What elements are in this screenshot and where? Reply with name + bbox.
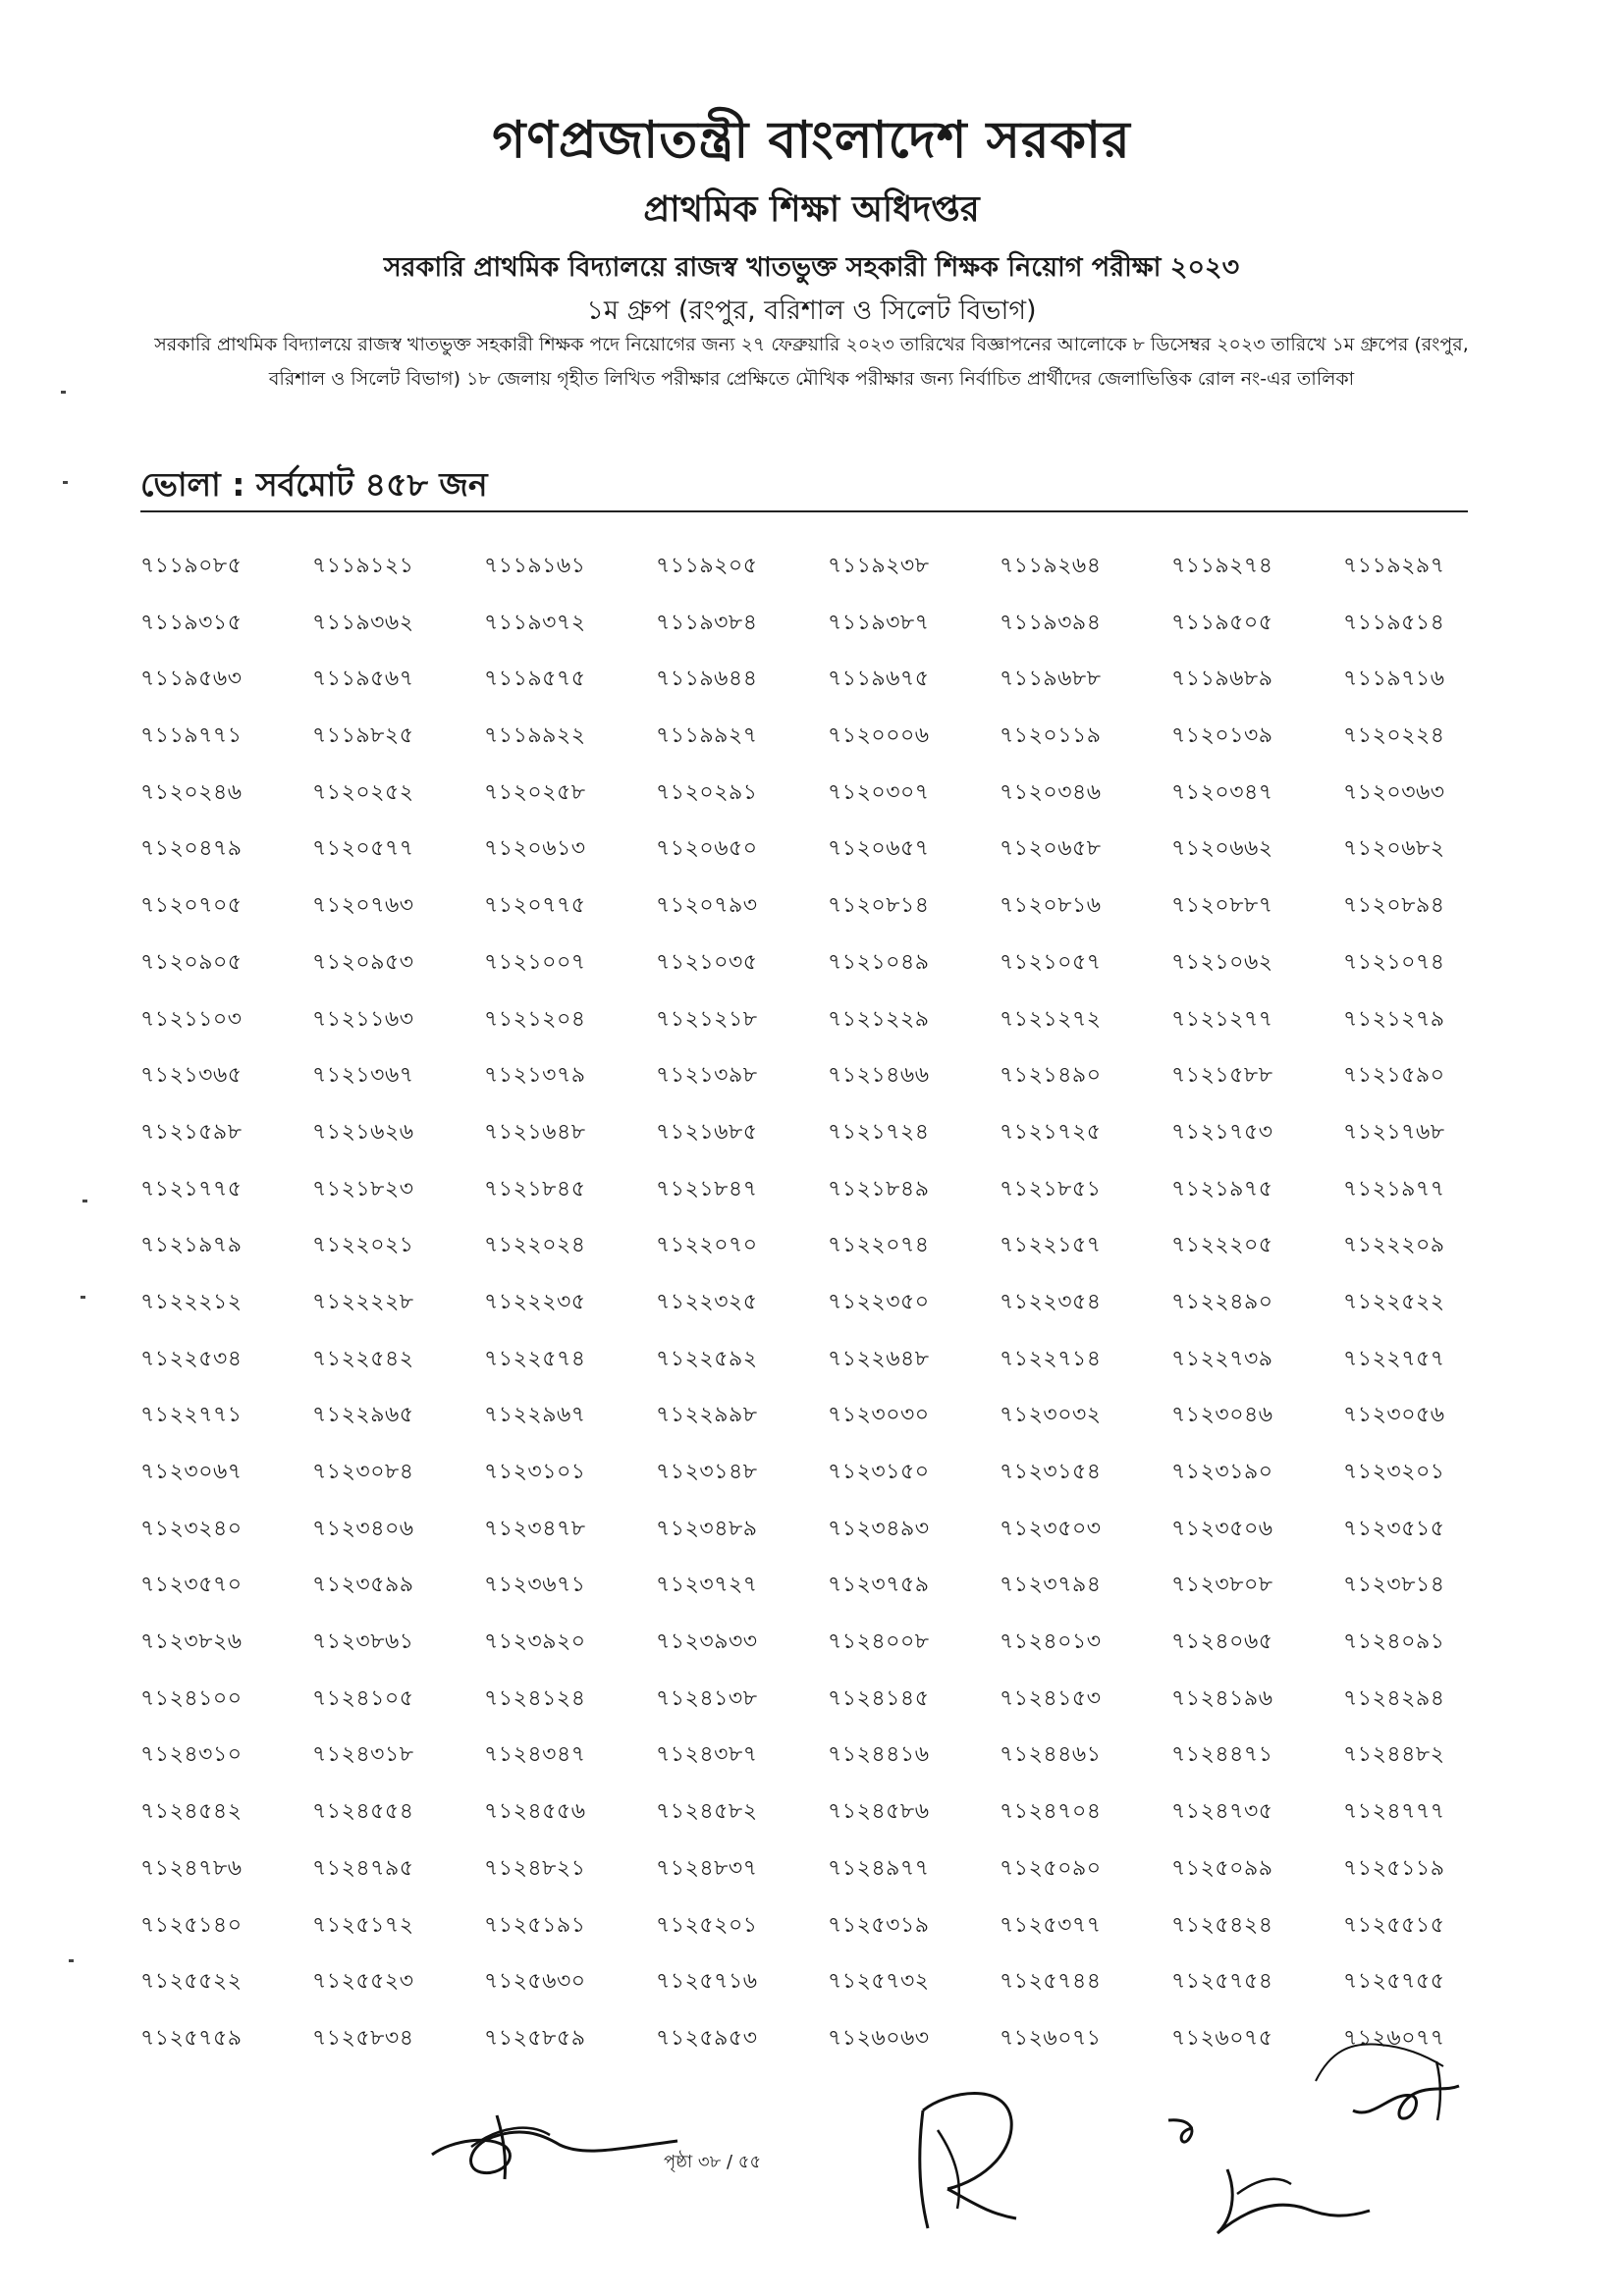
- roll-number: ৭১২৪৩৮৭: [656, 1742, 758, 1768]
- roll-number: ৭১২০৬৫৮: [1000, 836, 1102, 862]
- roll-number: ৭১২২০২৪: [484, 1233, 586, 1258]
- roll-number: ৭১২২৪৯০: [1171, 1289, 1273, 1314]
- roll-number: ৭১২৬০৬৩: [828, 2025, 930, 2051]
- roll-number: ৭১১৯৩৭২: [484, 610, 586, 635]
- roll-number: ৭১২২২৩৫: [484, 1289, 586, 1314]
- roll-number: ৭১২১৪৯০: [1000, 1063, 1102, 1089]
- roll-number: ৭১২০৭০৫: [140, 893, 243, 919]
- roll-number: ৭১২০৮৯৪: [1343, 893, 1445, 919]
- roll-number: ৭১১৯১৬১: [484, 554, 586, 578]
- roll-number: ৭১২১৭৫৩: [1171, 1119, 1273, 1145]
- roll-number: ৭১২৫৫২২: [140, 1969, 243, 1995]
- roll-number: ৭১২৩৫০৩: [1000, 1516, 1102, 1541]
- roll-number: ৭১২৫০৯০: [1000, 1855, 1102, 1881]
- roll-number: ৭১২১৭৬৮: [1343, 1119, 1445, 1145]
- roll-number: ৭১২১২১৮: [656, 1006, 758, 1032]
- roll-number: ৭১২৪১২৪: [484, 1685, 586, 1711]
- roll-number: ৭১২৩১৪৮: [656, 1460, 758, 1484]
- roll-number: ৭১২৩০৪৬: [1171, 1403, 1273, 1428]
- roll-number: ৭১২৩৫৯৯: [312, 1573, 414, 1598]
- roll-number: ৭১২৫১৭২: [312, 1912, 414, 1938]
- roll-number: ৭১২৪৭৭৭: [1343, 1799, 1445, 1825]
- roll-number: ৭১২৫৮৩৪: [312, 2025, 414, 2051]
- roll-number: ৭১১৯৬৭৫: [828, 667, 930, 692]
- roll-number: ৭১২৪০৬৫: [1171, 1629, 1273, 1655]
- roll-number: ৭১২৩৯৩৩: [656, 1629, 758, 1655]
- roll-number: ৭১২০৩৪৭: [1171, 779, 1273, 805]
- roll-number: ৭১২২০৭০: [656, 1233, 758, 1258]
- roll-number: ৭১২০৩৬৩: [1343, 779, 1445, 805]
- department-title: প্রাথমিক শিক্ষা অধিদপ্তর: [643, 188, 980, 230]
- roll-number: ৭১২১০০৭: [484, 949, 586, 975]
- roll-number: ৭১২৫৮৫৯: [484, 2025, 586, 2051]
- roll-number: ৭১২৫৩৭৭: [1000, 1912, 1102, 1938]
- roll-number: ৭১২১৩৭৯: [484, 1063, 586, 1089]
- roll-number: ৭১২৩৪৭৮: [484, 1516, 586, 1541]
- roll-number: ৭১২২৭১৪: [1000, 1346, 1102, 1371]
- roll-number: ৭১২০৫৭৭: [312, 836, 414, 862]
- roll-number: ৭১২৩৭৫৯: [828, 1573, 930, 1598]
- roll-number: ৭১২১২৭৭: [1171, 1006, 1273, 1032]
- roll-number: ৭১২০৭৭৫: [484, 893, 586, 919]
- roll-number: ৭১২৩৪০৬: [312, 1516, 414, 1541]
- roll-number: ৭১১৯২৩৮: [828, 554, 930, 578]
- roll-number: ৭১২০২২৪: [1343, 723, 1445, 749]
- roll-number: ৭১২৪১৪৫: [828, 1685, 930, 1711]
- roll-number: ৭১২০২৪৬: [140, 779, 243, 805]
- roll-number: ৭১১৯২৭৪: [1171, 554, 1273, 578]
- roll-number: ৭১১৯৫৭৫: [484, 667, 586, 692]
- roll-number: ৭১২১১০৩: [140, 1006, 243, 1032]
- roll-number: ৭১২২০২১: [312, 1233, 414, 1258]
- scan-mark: [82, 1200, 87, 1202]
- roll-number: ৭১২২৫৯২: [656, 1346, 758, 1371]
- roll-number: ৭১২২২১২: [140, 1289, 243, 1314]
- roll-number: ৭১১৯৭৭১: [140, 723, 243, 749]
- roll-number: ৭১২৩১৫৪: [1000, 1460, 1102, 1484]
- roll-number: ৭১১৯৩১৫: [140, 610, 243, 635]
- roll-number: ৭১২৩৫০৬: [1171, 1516, 1273, 1541]
- roll-number: ৭১১৯২৯৭: [1343, 554, 1445, 578]
- roll-number: ৭১২৫৯৫৩: [656, 2025, 758, 2051]
- roll-number: ৭১২৪২৯৪: [1343, 1685, 1445, 1711]
- roll-number: ৭১২০২৫৮: [484, 779, 586, 805]
- roll-number: ৭১২৪৭০৪: [1000, 1799, 1102, 1825]
- exam-title: সরকারি প্রাথমিক বিদ্যালয়ে রাজস্ব খাতভুক্ত সহকারী শিক্ষক নিয়োগ পরীক্ষা ২০২৩: [383, 252, 1240, 283]
- roll-number: ৭১২১০৩৫: [656, 949, 758, 975]
- roll-number: ৭১২৩৪৯৩: [828, 1516, 930, 1541]
- roll-number: ৭১১৯৯২৭: [656, 723, 758, 749]
- roll-number: ৭১২৩৫৭০: [140, 1573, 243, 1598]
- roll-number: ৭১২৪৫৮৬: [828, 1799, 930, 1825]
- roll-number: ৭১১৯৬৮৮: [1000, 667, 1102, 692]
- roll-number: ৭১১৯২০৫: [656, 554, 758, 578]
- roll-number: ৭১২১১৬৩: [312, 1006, 414, 1032]
- roll-number: ৭১২০২৫২: [312, 779, 414, 805]
- roll-number: ৭১১৯৫৬৩: [140, 667, 243, 692]
- roll-number: ৭১২৪৮৩৭: [656, 1855, 758, 1881]
- roll-number: ৭১২৪৭৮৬: [140, 1855, 243, 1881]
- roll-number: ৭১২৪৩৪৭: [484, 1742, 586, 1768]
- roll-number: ৭১১৯১২১: [312, 554, 414, 578]
- roll-number: ৭১১৯৩৮৭: [828, 610, 930, 635]
- roll-number: ৭১১৯৫১৪: [1343, 610, 1445, 635]
- roll-number: ৭১২১৯৭৭: [1343, 1176, 1445, 1201]
- roll-number: ৭১২২৬৪৮: [828, 1346, 930, 1371]
- roll-number: ৭১২৫৭৫৫: [1343, 1969, 1445, 1995]
- roll-number: ৭১২০১৩৯: [1171, 723, 1273, 749]
- roll-number: ৭১২৫৫১৫: [1343, 1912, 1445, 1938]
- roll-number: ৭১১৯৫০৫: [1171, 610, 1273, 635]
- roll-number: ৭১২৩৫১৫: [1343, 1516, 1445, 1541]
- roll-number: ৭১২০৩০৭: [828, 779, 930, 805]
- roll-number: ৭১২৩৭৯৪: [1000, 1573, 1102, 1598]
- roll-number: ৭১২০২৯১: [656, 779, 758, 805]
- roll-number: ৭১২১৭২৫: [1000, 1119, 1102, 1145]
- roll-number: ৭১২১০৪৯: [828, 949, 930, 975]
- roll-number: ৭১২৪১৩৮: [656, 1685, 758, 1711]
- roll-number: ৭১২১২২৯: [828, 1006, 930, 1032]
- roll-number: ৭১২৫৭৩২: [828, 1969, 930, 1995]
- signature-1: [412, 2086, 707, 2194]
- roll-number: ৭১২২৯৬৭: [484, 1403, 586, 1428]
- roll-number: ৭১২৬০৭৭: [1343, 2025, 1445, 2051]
- roll-number: ৭১২০৯৫৩: [312, 949, 414, 975]
- roll-number: ৭১২৪৫৫৬: [484, 1799, 586, 1825]
- roll-number: ৭১২১২৭৯: [1343, 1006, 1445, 1032]
- roll-number: ৭১২৫১৯১: [484, 1912, 586, 1938]
- roll-number: ৭১২৩০৩২: [1000, 1403, 1102, 1428]
- roll-number: ৭১২৩৪৮৯: [656, 1516, 758, 1541]
- roll-number: ৭১২৪৭৩৫: [1171, 1799, 1273, 1825]
- roll-number: ৭১২৪৯৭৭: [828, 1855, 930, 1881]
- roll-number: ৭১২১৫৯৮: [140, 1119, 243, 1145]
- roll-number: ৭১২২১৫৭: [1000, 1233, 1102, 1258]
- roll-number: ৭১২৩০৫৬: [1343, 1403, 1445, 1428]
- roll-number: ৭১২৩১৫০: [828, 1460, 930, 1484]
- page-number: পৃষ্ঠা ৩৮ / ৫৫: [664, 2152, 762, 2172]
- roll-number: ৭১১৯৭১৬: [1343, 667, 1445, 692]
- roll-number: ৭১২৫০৯৯: [1171, 1855, 1273, 1881]
- roll-number: ৭১১৯০৮৫: [140, 554, 243, 578]
- roll-number: ৭১২২৫৩৪: [140, 1346, 243, 1371]
- roll-number: ৭১২১৫৮৮: [1171, 1063, 1273, 1089]
- roll-number: ৭১২১৩৬৫: [140, 1063, 243, 1089]
- roll-number: ৭১২০৭৯৩: [656, 893, 758, 919]
- roll-number: ৭১২০৬৫০: [656, 836, 758, 862]
- roll-number: ৭১২১৮৪৯: [828, 1176, 930, 1201]
- roll-number: ৭১২০৬৬২: [1171, 836, 1273, 862]
- roll-number: ৭১২৪০১৩: [1000, 1629, 1102, 1655]
- roll-number: ৭১২১৫৯০: [1343, 1063, 1445, 1089]
- roll-number: ৭১১৯২৬৪: [1000, 554, 1102, 578]
- roll-number: ৭১২৪১০০: [140, 1685, 243, 1711]
- roll-number: ৭১২২৭৫৭: [1343, 1346, 1445, 1371]
- scan-mark: [69, 1959, 74, 1962]
- roll-number: ৭১২২২০৯: [1343, 1233, 1445, 1258]
- roll-number: ৭১২৩১০১: [484, 1460, 586, 1484]
- roll-number: ৭১২৪৪৮২: [1343, 1742, 1445, 1768]
- scan-mark: [61, 391, 66, 394]
- government-title: গণপ্রজাতন্ত্রী বাংলাদেশ সরকার: [492, 110, 1131, 170]
- roll-number: ৭১২৩০৬৭: [140, 1460, 243, 1484]
- roll-number: ৭১২১৬২৬: [312, 1119, 414, 1145]
- roll-number: ৭১২৩০৮৪: [312, 1460, 414, 1484]
- roll-number: ৭১২৬০৭৫: [1171, 2025, 1273, 2051]
- heading-divider: [140, 510, 1468, 512]
- roll-number: ৭১২১৩৬৭: [312, 1063, 414, 1089]
- roll-number: ৭১২৫৫২৩: [312, 1969, 414, 1995]
- roll-number: ৭১২৫৬৩০: [484, 1969, 586, 1995]
- roll-number: ৭১২১৭২৪: [828, 1119, 930, 1145]
- roll-number: ৭১২১২৭২: [1000, 1006, 1102, 1032]
- roll-number: ৭১২১৯৭৫: [1171, 1176, 1273, 1201]
- roll-number: ৭১২৪৪৬১: [1000, 1742, 1102, 1768]
- roll-number: ৭১২৩৬৭১: [484, 1573, 586, 1598]
- roll-number: ৭১২৪১৯৬: [1171, 1685, 1273, 1711]
- scan-mark: [81, 1296, 85, 1299]
- roll-number: ৭১২৪৩১৮: [312, 1742, 414, 1768]
- roll-number: ৭১২৫৭৫৯: [140, 2025, 243, 2051]
- roll-number: ৭১২৪০০৮: [828, 1629, 930, 1655]
- roll-number: ৭১২৪১০৫: [312, 1685, 414, 1711]
- notice-paragraph: সরকারি প্রাথমিক বিদ্যালয়ে রাজস্ব খাতভুক্ত সহকারী শিক্ষক পদে নিয়োগের জন্য ২৭ ফেব্রুয়ারি ২০২৩ তারিখের বিজ্ঞাপনের আলোকে ৮ ডিসেম্বর ২০২৩ তারিখে ১ম গ্রুপের (রংপুর, বরিশাল ও সিলেট বিভাগ) ১৮ জেলায় গৃহীত লিখিত পরীক্ষার প্রেক্ষিতে মৌখিক পরীক্ষার জন্য নির্বাচিত প্রার্থীদের জেলাভিত্তিক রোল নং-এর তালিকা: [154, 334, 1469, 390]
- roll-number: ৭১২৪৩১০: [140, 1742, 243, 1768]
- roll-number: ৭১১৯৩৯৪: [1000, 610, 1102, 635]
- roll-number: ৭১১৯৬৪৪: [656, 667, 758, 692]
- roll-number: ৭১২০১১৯: [1000, 723, 1102, 749]
- roll-number: ৭১২৫৭৫৪: [1171, 1969, 1273, 1995]
- roll-number-grid: [140, 552, 1476, 2081]
- roll-number: ৭১২২৩২৫: [656, 1289, 758, 1314]
- roll-number: ৭১২৫৪২৪: [1171, 1912, 1273, 1938]
- roll-number: ৭১২২৫২২: [1343, 1289, 1445, 1314]
- roll-number: ৭১২৩৮২৬: [140, 1629, 243, 1655]
- roll-number: ৭১২১৮২৩: [312, 1176, 414, 1201]
- roll-number: ৭১২২০৭৪: [828, 1233, 930, 1258]
- roll-number: ৭১২১৯৭৯: [140, 1233, 243, 1258]
- roll-number: ৭১২৫৩১৯: [828, 1912, 930, 1938]
- roll-number: ৭১১৯৩৬২: [312, 610, 414, 635]
- roll-number: ৭১২৪৭৯৫: [312, 1855, 414, 1881]
- roll-number: ৭১২০৪৭৯: [140, 836, 243, 862]
- roll-number: ৭১২২২০৫: [1171, 1233, 1273, 1258]
- roll-number: ৭১২৩০৩০: [828, 1403, 930, 1428]
- roll-number: ৭১২৪১৫৩: [1000, 1685, 1102, 1711]
- roll-number: ৭১২৪৫৫৪: [312, 1799, 414, 1825]
- roll-number: ৭১২০০০৬: [828, 723, 930, 749]
- roll-number: ৭১২৩১৯০: [1171, 1460, 1273, 1484]
- roll-number: ৭১২০৬৮২: [1343, 836, 1445, 862]
- roll-number: ৭১২২৯৯৮: [656, 1403, 758, 1428]
- roll-number: ৭১১৯৩৮৪: [656, 610, 758, 635]
- roll-number: ৭১২৫১৪০: [140, 1912, 243, 1938]
- roll-number: ৭১২২৫৪২: [312, 1346, 414, 1371]
- roll-number: ৭১২৪৪৭১: [1171, 1742, 1273, 1768]
- roll-number: ৭১২১২০৪: [484, 1006, 586, 1032]
- roll-number: ৭১২৪৪১৬: [828, 1742, 930, 1768]
- roll-number: ৭১২৩৮৬১: [312, 1629, 414, 1655]
- roll-number: ৭১২১০৬২: [1171, 949, 1273, 975]
- roll-number: ৭১২২৯৬৫: [312, 1403, 414, 1428]
- roll-number: ৭১১৯৯২২: [484, 723, 586, 749]
- roll-number: ৭১২৪৫৪২: [140, 1799, 243, 1825]
- roll-number: ৭১১৯৬৮৯: [1171, 667, 1273, 692]
- roll-number: ৭১২০৩৪৬: [1000, 779, 1102, 805]
- roll-number: ৭১২১৬৪৮: [484, 1119, 586, 1145]
- roll-number: ৭১২৩২০১: [1343, 1460, 1445, 1484]
- roll-number: ৭১২৪৫৮২: [656, 1799, 758, 1825]
- roll-number: ৭১২৪০৯১: [1343, 1629, 1445, 1655]
- scan-mark: [63, 481, 68, 484]
- roll-number: ৭১২৩৮১৪: [1343, 1573, 1445, 1598]
- signature-2: [889, 2071, 1036, 2238]
- roll-number: ৭১১৯৫৬৭: [312, 667, 414, 692]
- roll-number: ৭১২০৬১৩: [484, 836, 586, 862]
- roll-number: ৭১২৩৮০৮: [1171, 1573, 1273, 1598]
- roll-number: ৭১২০৮১৬: [1000, 893, 1102, 919]
- roll-number: ৭১২৫২০১: [656, 1912, 758, 1938]
- roll-number: ৭১২৫৭১৬: [656, 1969, 758, 1995]
- roll-number: ৭১২৬০৭১: [1000, 2025, 1102, 2051]
- district-heading: ভোলা : সর্বমোট ৪৫৮ জন: [140, 465, 488, 504]
- roll-number: ৭১২১৬৮৫: [656, 1119, 758, 1145]
- roll-number: ৭১২৪৮২১: [484, 1855, 586, 1881]
- roll-number: ৭১২৩৭২৭: [656, 1573, 758, 1598]
- roll-number: ৭১২১০৫৭: [1000, 949, 1102, 975]
- roll-number: ৭১২২৫৭৪: [484, 1346, 586, 1371]
- roll-number: ৭১২৫৭৪৪: [1000, 1969, 1102, 1995]
- roll-number: ৭১২১৮৪৫: [484, 1176, 586, 1201]
- roll-number: ৭১২৩২৪০: [140, 1516, 243, 1541]
- roll-number: ৭১২০৮১৪: [828, 893, 930, 919]
- roll-number: ৭১২০৬৫৭: [828, 836, 930, 862]
- roll-number: ৭১২০৮৮৭: [1171, 893, 1273, 919]
- roll-number: ৭১২১৭৭৫: [140, 1176, 243, 1201]
- roll-number: ৭১২২৩৫০: [828, 1289, 930, 1314]
- roll-number: ৭১২২৭৭১: [140, 1403, 243, 1428]
- roll-number: ৭১২১৮৪৭: [656, 1176, 758, 1201]
- roll-number: ৭১২০৯০৫: [140, 949, 243, 975]
- roll-number: ৭১১৯৮২৫: [312, 723, 414, 749]
- roll-number: ৭১২১০৭৪: [1343, 949, 1445, 975]
- roll-number: ৭১২২৭৩৯: [1171, 1346, 1273, 1371]
- roll-number: ৭১২৫১১৯: [1343, 1855, 1445, 1881]
- roll-number: ৭১২০৭৬৩: [312, 893, 414, 919]
- roll-number: ৭১২১৪৬৬: [828, 1063, 930, 1089]
- roll-number: ৭১২১৩৯৮: [656, 1063, 758, 1089]
- roll-number: ৭১২৩৯২০: [484, 1629, 586, 1655]
- checkmark-stroke: [1311, 2037, 1448, 2096]
- roll-number: ৭১২১৮৫১: [1000, 1176, 1102, 1201]
- roll-number: ৭১২২২২৮: [312, 1289, 414, 1314]
- group-subtitle: ১ম গ্রুপ (রংপুর, বরিশাল ও সিলেট বিভাগ): [586, 295, 1037, 326]
- roll-number: ৭১২২৩৫৪: [1000, 1289, 1102, 1314]
